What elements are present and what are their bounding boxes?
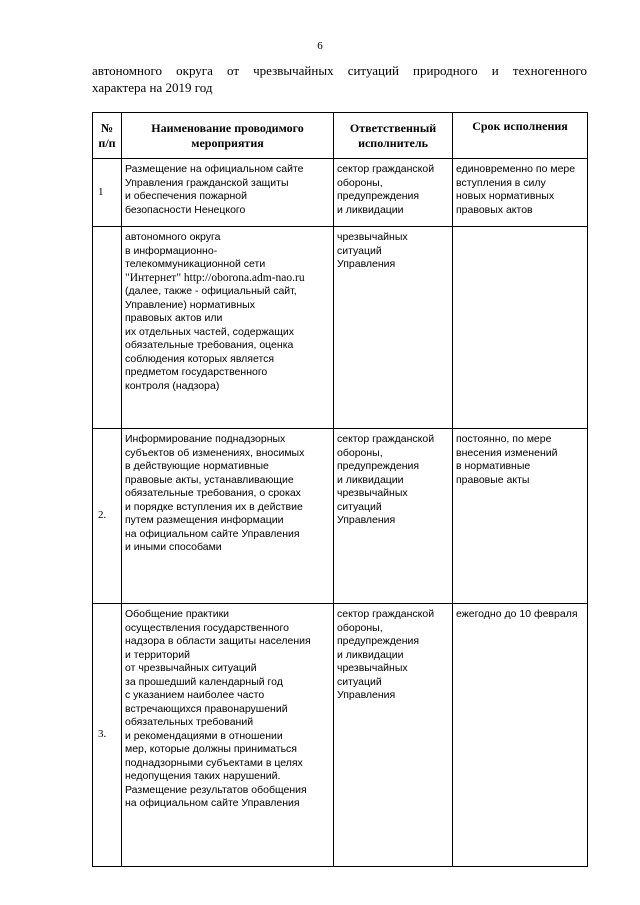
- cell-name-line: от чрезвычайных ситуаций: [125, 662, 257, 674]
- cell-deadline-line: правовые акты: [456, 473, 530, 486]
- cell-responsible-line: обороны,: [337, 176, 383, 189]
- header-num-line: №: [100, 120, 114, 135]
- header-num-line: п/п: [98, 135, 116, 150]
- row-number: [93, 227, 122, 429]
- cell-name-line: Управление) нормативных: [125, 298, 255, 311]
- cell-responsible-line: ситуаций: [337, 244, 382, 257]
- row-number: 2.: [93, 429, 122, 604]
- cell-name-line: в действующие нормативные: [125, 460, 269, 472]
- cell-deadline: [453, 604, 588, 867]
- cell-name-line: встречающихся правонарушений: [125, 702, 288, 715]
- intro-word: автономного: [92, 63, 162, 78]
- cell-name-line: в информационно-: [125, 244, 218, 257]
- row-number: 3.: [93, 604, 122, 867]
- cell-name-line: Информирование поднадзорных: [125, 433, 286, 445]
- cell-deadline: [453, 227, 588, 429]
- cell-name-line: надзора в области защиты населения: [125, 635, 311, 647]
- cell-name-line: их отдельных частей, содержащих: [125, 325, 295, 338]
- cell-name-line: и рекомендациями в отношении: [125, 729, 283, 742]
- cell-responsible-line: чрезвычайных: [337, 662, 408, 674]
- intro-word: и: [491, 63, 499, 78]
- cell-deadline-line: ежегодно до 10 февраля: [456, 608, 578, 620]
- header-responsible-line: Ответственный: [349, 120, 437, 135]
- cell-name-line: телекоммуникационной сети: [125, 258, 266, 270]
- header-name: [122, 113, 334, 159]
- cell-name-line: субъектов об изменениях, вносимых: [125, 446, 305, 459]
- cell-name: [122, 159, 334, 227]
- intro-line-2: характера на 2019 год: [92, 80, 213, 95]
- cell-responsible-line: чрезвычайных: [337, 487, 408, 499]
- header-name-line: мероприятия: [191, 135, 264, 150]
- cell-name-line: недопущения таких нарушений.: [125, 770, 281, 782]
- table-row: [93, 159, 588, 227]
- intro-word: от: [227, 63, 240, 78]
- cell-name-line: обязательных требований: [125, 716, 254, 728]
- cell-responsible: [334, 227, 453, 429]
- cell-name-line: правовых актов или: [125, 312, 223, 324]
- intro-word: техногенного: [512, 63, 587, 78]
- cell-responsible-line: чрезвычайных: [337, 231, 408, 243]
- cell-name-line: и порядке вступления их в действие: [125, 500, 303, 513]
- cell-name: [122, 604, 334, 867]
- cell-name-line: на официальном сайте Управления: [125, 527, 300, 540]
- cell-responsible-line: Управления: [337, 514, 396, 526]
- measures-table: [92, 112, 588, 867]
- cell-deadline-line: вступления в силу: [456, 176, 546, 189]
- cell-responsible-line: ситуаций: [337, 500, 382, 513]
- table-row: [93, 604, 588, 867]
- cell-deadline-line: новых нормативных: [456, 190, 555, 202]
- cell-responsible-line: сектор гражданской: [337, 608, 435, 620]
- cell-responsible-line: Управления: [337, 689, 396, 701]
- cell-responsible-line: предупреждения: [337, 460, 420, 472]
- table-row: [93, 227, 588, 429]
- cell-name-line: на официальном сайте Управления: [125, 797, 300, 809]
- cell-name-line: и иными способами: [125, 541, 222, 553]
- cell-name-line: осуществления государственного: [125, 621, 289, 634]
- cell-deadline-line: правовых актов: [456, 203, 533, 216]
- cell-responsible-line: обороны,: [337, 621, 383, 634]
- intro-word: природного: [413, 63, 478, 78]
- cell-responsible-line: сектор гражданской: [337, 163, 435, 175]
- cell-name-line: Управления гражданской защиты: [125, 176, 289, 189]
- cell-name-line: и территорий: [125, 648, 190, 661]
- cell-deadline: [453, 429, 588, 604]
- cell-name-line: и обеспечения пожарной: [125, 190, 247, 202]
- header-responsible: [334, 113, 453, 159]
- cell-name-line: автономного округа: [125, 231, 221, 243]
- cell-responsible-line: предупреждения: [337, 190, 420, 202]
- cell-name-line: соблюдения которых является: [125, 352, 275, 365]
- cell-name-line: с указанием наиболее часто: [125, 689, 265, 701]
- cell-responsible: [334, 604, 453, 867]
- intro-line-1: [92, 62, 587, 79]
- cell-responsible-line: Управления: [337, 258, 396, 270]
- page-number: 6: [317, 40, 323, 52]
- cell-responsible-line: сектор гражданской: [337, 433, 435, 445]
- cell-name-line: поднадзорными субъектами в целях: [125, 756, 303, 769]
- cell-responsible-line: ситуаций: [337, 675, 382, 688]
- cell-responsible: [334, 159, 453, 227]
- cell-name-line: обязательные требования, о сроках: [125, 487, 301, 499]
- cell-name-line: обязательные требования, оценка: [125, 339, 294, 351]
- intro-word: округа: [176, 63, 213, 78]
- cell-name-line: за прошедший календарный год: [125, 675, 283, 688]
- cell-name-line: Размещение на официальном сайте: [125, 163, 304, 175]
- cell-name-line: Размещение результатов обобщения: [125, 783, 307, 796]
- cell-name-line: Обобщение практики: [125, 608, 230, 620]
- cell-deadline-line: единовременно по мере: [456, 163, 576, 175]
- cell-responsible-line: обороны,: [337, 446, 383, 459]
- cell-deadline-line: внесения изменений: [456, 446, 558, 459]
- intro-word: ситуаций: [347, 63, 399, 78]
- cell-responsible-line: и ликвидации: [337, 648, 404, 661]
- header-deadline: Срок исполнения: [453, 113, 588, 159]
- cell-deadline-line: в нормативные: [456, 460, 531, 472]
- cell-name-line: безопасности Ненецкого: [125, 203, 246, 216]
- cell-name-line: (далее, также - официальный сайт,: [125, 285, 297, 297]
- cell-name-line: путем размещения информации: [125, 514, 284, 526]
- cell-responsible-line: и ликвидации: [337, 473, 404, 486]
- cell-name: [122, 227, 334, 429]
- intro-word: чрезвычайных: [253, 63, 334, 78]
- cell-name: [122, 429, 334, 604]
- cell-responsible-line: предупреждения: [337, 635, 420, 647]
- header-responsible-line: исполнитель: [358, 135, 428, 150]
- header-num: [93, 113, 122, 159]
- table-row: [93, 429, 588, 604]
- cell-deadline: [453, 159, 588, 227]
- table-header-row: [93, 113, 588, 159]
- cell-name-line: предметом государственного: [125, 366, 268, 378]
- row-number: 1: [93, 159, 122, 227]
- cell-responsible: [334, 429, 453, 604]
- cell-name-line: мер, которые должны приниматься: [125, 743, 297, 755]
- cell-deadline-line: постоянно, по мере: [456, 433, 552, 445]
- cell-responsible-line: и ликвидации: [337, 203, 404, 216]
- intro-text: [92, 62, 587, 96]
- header-name-line: Наименование проводимого: [151, 120, 304, 135]
- cell-name-line: контроля (надзора): [125, 379, 220, 392]
- cell-name-line: "Интернет" http://oborona.adm-nao.ru: [125, 271, 305, 284]
- cell-name-line: правовые акты, устанавливающие: [125, 473, 294, 486]
